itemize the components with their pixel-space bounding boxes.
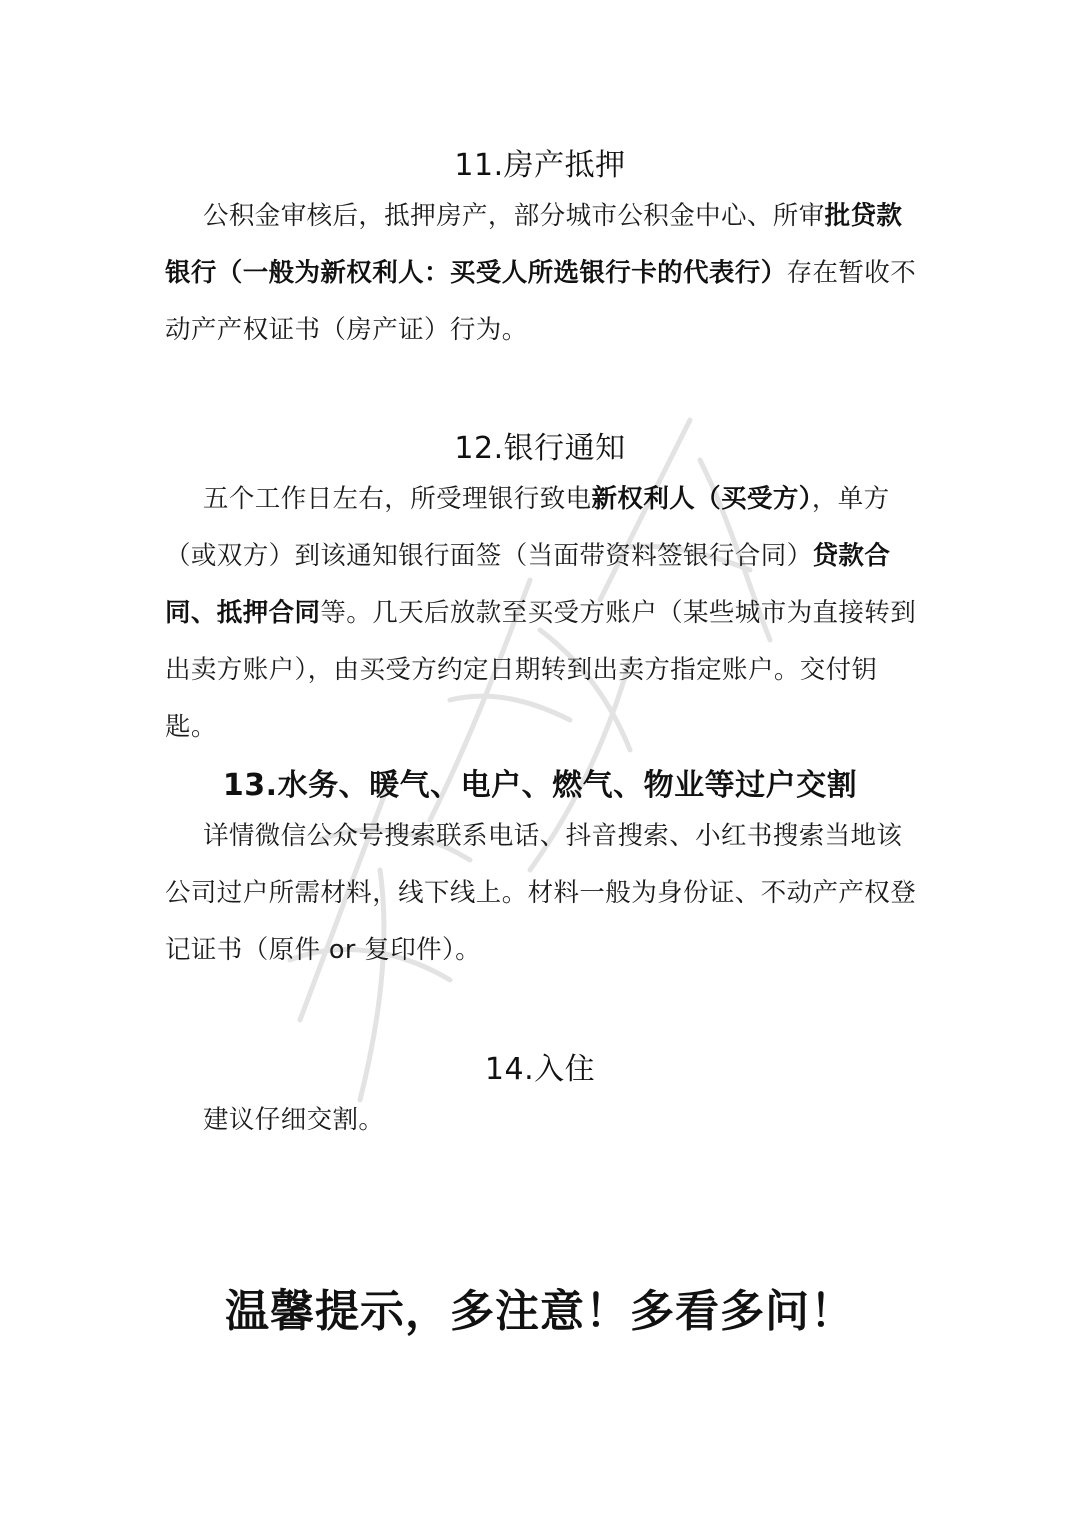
section-paragraph-12 (165, 471, 925, 756)
paragraph-bold-text: 贷款合同、抵押合同 (165, 541, 891, 628)
section-title-12: 12.银行通知 (454, 431, 626, 466)
paragraph-bold-text: 新权利人（买受方） (591, 484, 812, 514)
section-title-11: 11.房产抵押 (454, 148, 626, 183)
closing-reminder: 温馨提示，多注意！多看多问！ (225, 1286, 855, 1337)
section-title-13: 13.水务、暖气、电户、燃气、物业等过户交割 (222, 768, 858, 803)
section-paragraph-13 (165, 808, 925, 979)
paragraph-text: 详情微信公众号搜索联系电话、抖音搜索、小红书搜索当地该公司过户所需材料，线下线上。材料一般为身份证、不动产产权登记证书（原件 or 复印件）。 (165, 821, 917, 965)
section-title-14: 14.入住 (484, 1052, 596, 1087)
paragraph-text: 等。几天后放款至买受方账户（某些城市为直接转到出卖方账户），由买受方约定日期转到出卖方指定账户。交付钥匙。 (165, 598, 917, 742)
paragraph-text: 五个工作日左右，所受理银行致电 (203, 484, 592, 514)
paragraph-text: ，单方（或双方）到该通知银行面签（当面带资料签银行合同） (165, 484, 890, 571)
paragraph-text: 建议仔细交割。 (203, 1105, 385, 1135)
paragraph-bold-text: 批贷款银行（一般为新权利人：买受人所选银行卡的代表行） (165, 201, 903, 288)
paragraph-text: 公积金审核后，抵押房产，部分城市公积金中心、所审 (203, 201, 825, 231)
section-paragraph-11 (165, 188, 925, 359)
section-paragraph-14 (165, 1092, 925, 1149)
paragraph-text: 存在暂收不动产产权证书（房产证）行为。 (165, 258, 917, 345)
